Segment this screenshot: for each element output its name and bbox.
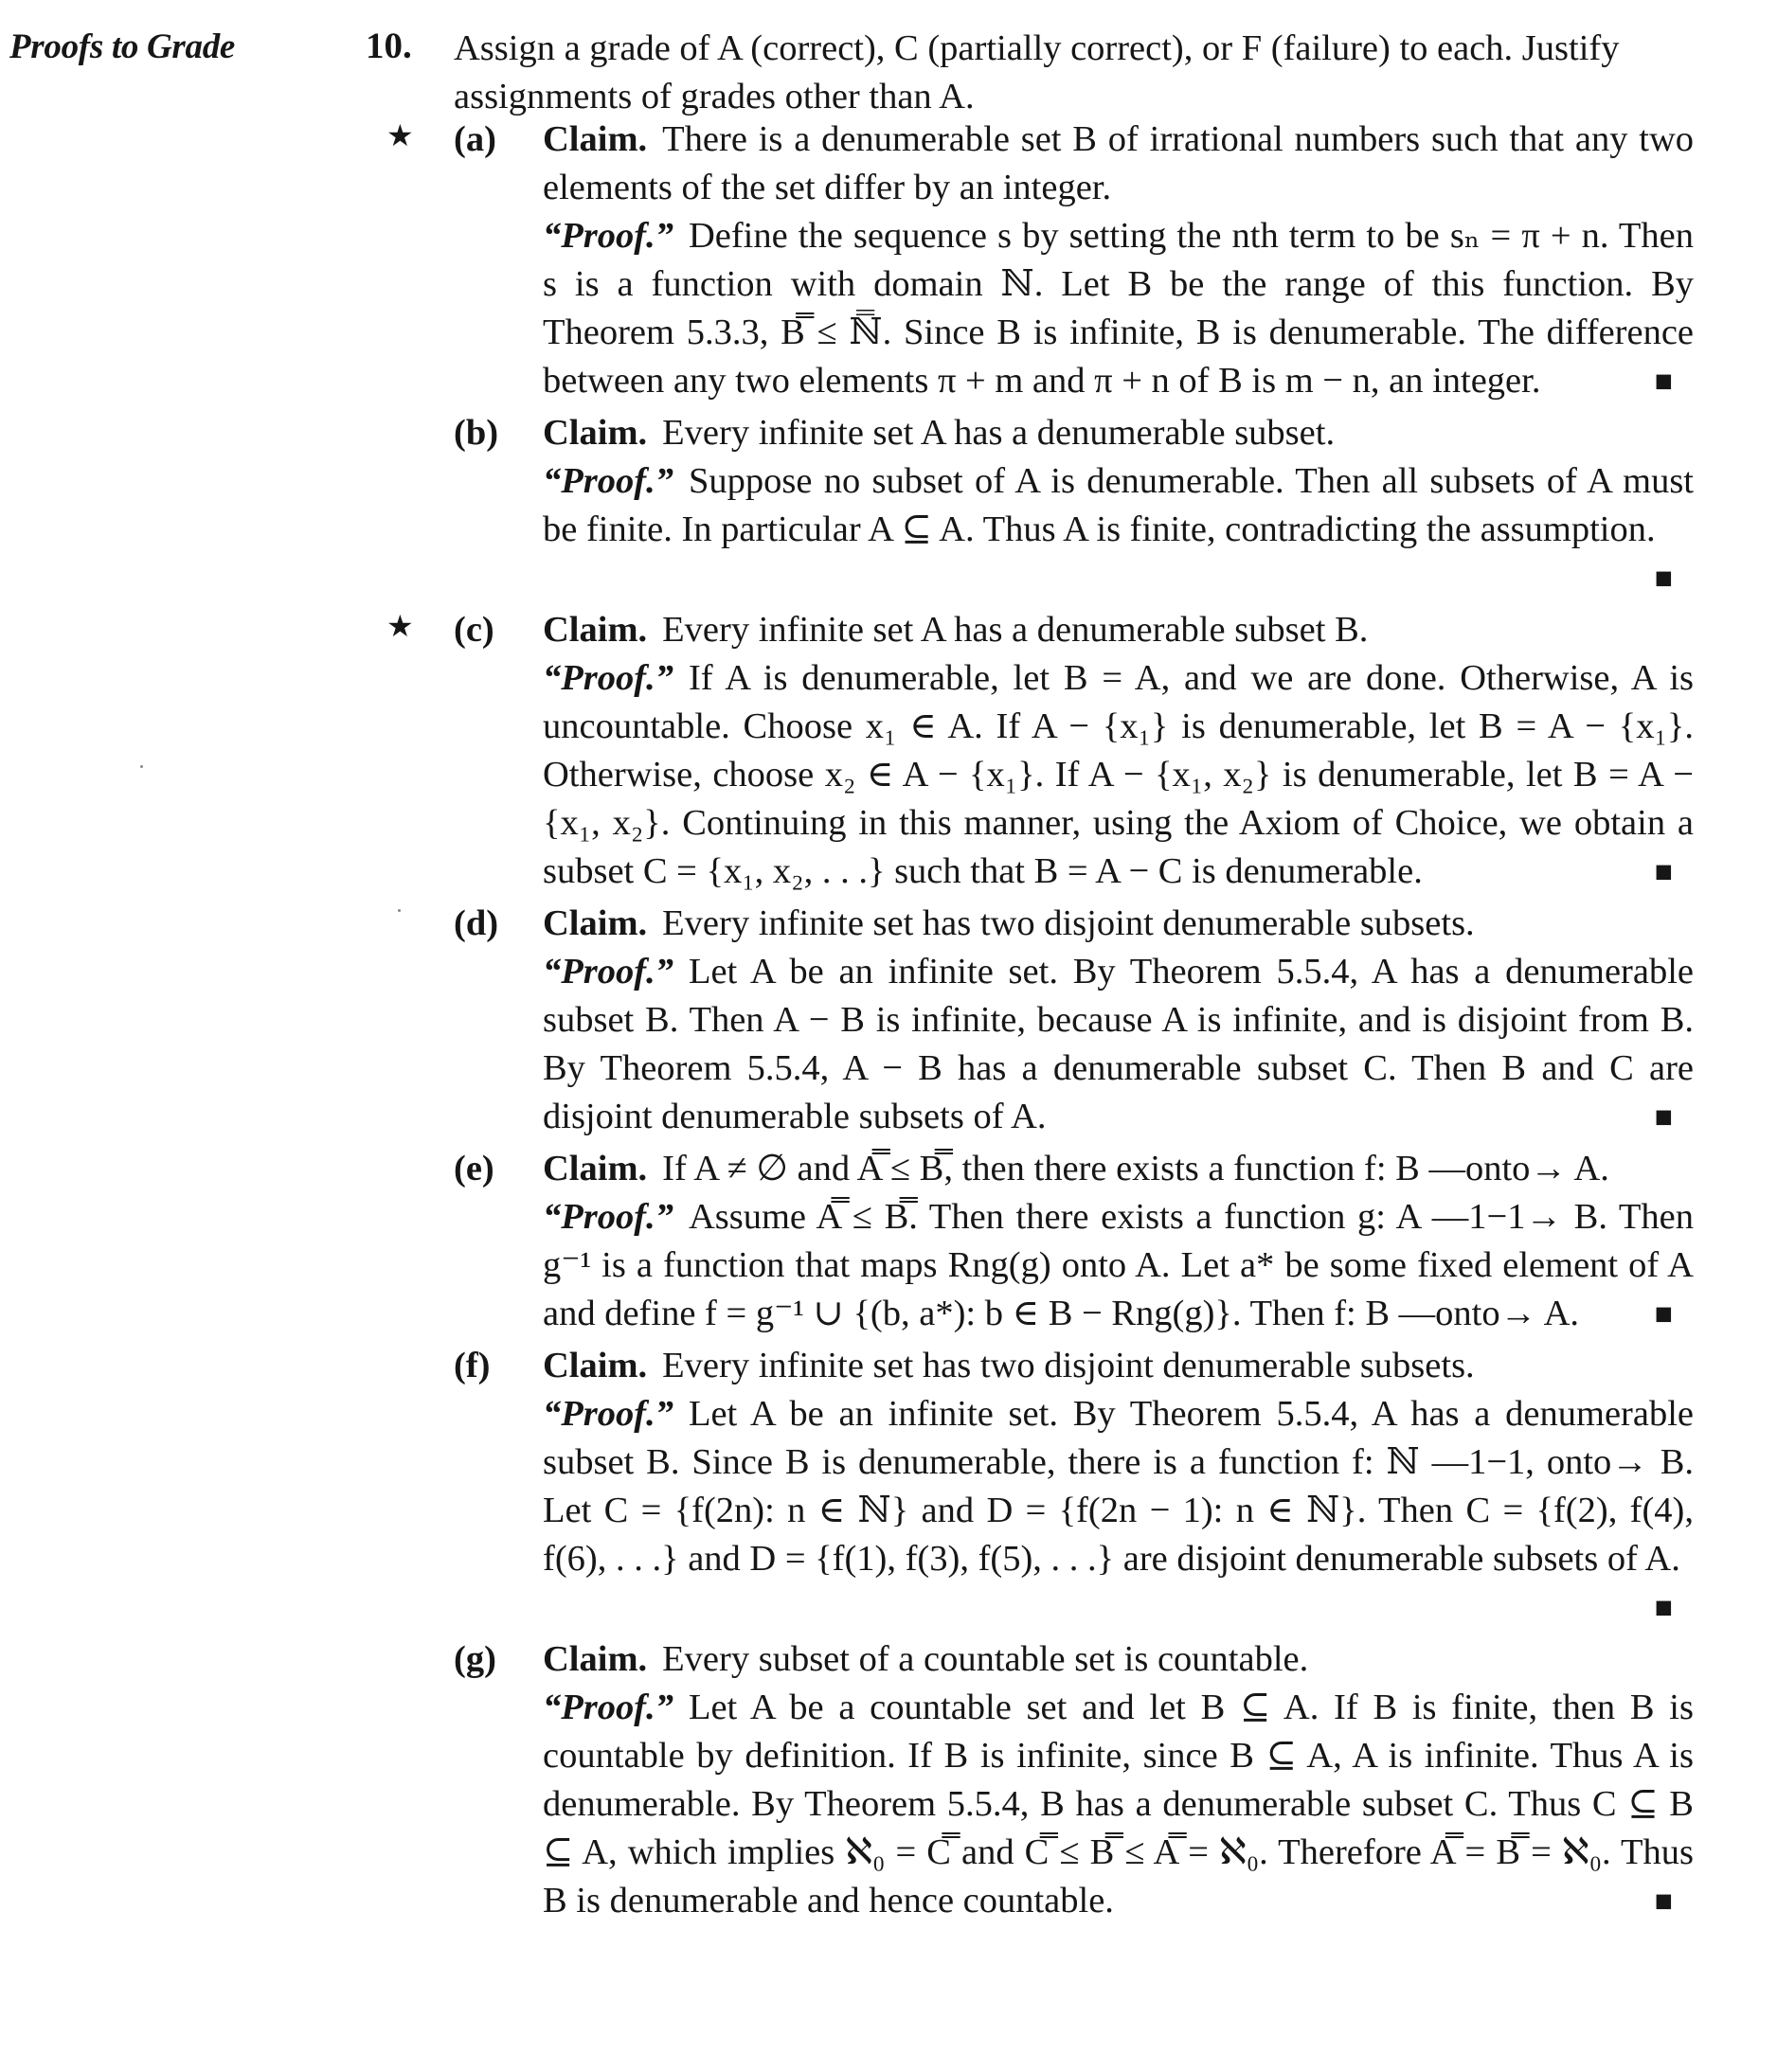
proof-text: Let A be a countable set and let B ⊆ A. If B is finite, then B is countable by definition. If B is infinite, since B ⊆ A, A is infinite. Thus A is denumerable. By Theorem 5.5.4, B has a denumerable subset C. Thus C ⊆ B ⊆ A, which implies ℵ₀ = C̿ and C̿ ≤ B̿ ≤ A̿ = ℵ₀. Therefore A̿ = B̿ = ℵ₀. Thus B is denumerable and hence countable. [543,1688,1694,1920]
part-e [386,1145,1694,1338]
proof-text: Let A be an infinite set. By Theorem 5.5.4, A has a denumerable subset B. Since B is denumerable, there is a function f: ℕ —1−1, onto→ B. Let C = {f(2n): n ∈ ℕ} and D = {f(2n − 1): n ∈ ℕ}. Then C = {f(2), f(4), f(6), . . .} and D = {f(1), f(3), f(5), . . .} are disjoint denumerable subsets of A. [543,1394,1694,1579]
part-a [386,116,1694,405]
claim-label: Claim. [543,1346,648,1385]
part-body [543,900,1694,1141]
part-d [386,900,1694,1141]
part-body [543,1342,1694,1632]
proof-label: “Proof.” [543,658,673,698]
end-of-proof-icon: ■ [1654,1296,1673,1331]
margin-heading: Proofs to Grade [9,27,236,66]
claim-label: Claim. [543,119,648,159]
claim-text: There is a denumerable set B of irrational numbers such that any two elements of the set differ by an integer. [543,119,1694,207]
scan-speck [398,909,401,912]
claim-text: Every subset of a countable set is countable. [662,1639,1309,1679]
end-of-proof-icon: ■ [1654,1884,1673,1918]
end-of-proof-icon: ■ [1654,561,1673,595]
part-body [543,1635,1694,1925]
proof-label: “Proof.” [543,216,673,256]
exercise-number: 10. [366,26,412,66]
part-c [386,606,1694,896]
end-of-proof-icon: ■ [1654,1590,1673,1624]
proof-label: “Proof.” [543,1394,673,1434]
part-letter: (e) [454,1149,494,1188]
claim-text: Every infinite set A has a denumerable subset. [662,413,1336,453]
claim-label: Claim. [543,610,648,650]
part-letter: (g) [454,1639,496,1679]
part-letter: (b) [454,413,499,453]
claim-text: Every infinite set has two disjoint denumerable subsets. [662,903,1475,943]
part-letter: (f) [454,1346,491,1385]
exercise-parts [386,116,1694,1925]
exercise-intro: Assign a grade of A (correct), C (partially correct), or F (failure) to each. Justify assignments of grades other than A. [454,28,1620,116]
end-of-proof-icon: ■ [1654,364,1673,398]
end-of-proof-icon: ■ [1654,1099,1673,1134]
claim-label: Claim. [543,1639,648,1679]
proof-text: Assume A̿ ≤ B̿. Then there exists a function g: A —1−1→ B. Then g⁻¹ is a function that maps Rng(g) onto A. Let a* be some fixed element of A and define f = g⁻¹ ∪ {(b, a*): b ∈ B − Rng(g)}. Then f: B —onto→ A. [543,1197,1694,1333]
claim-text: Every infinite set has two disjoint denumerable subsets. [662,1346,1475,1385]
part-letter: (c) [454,610,494,650]
claim-label: Claim. [543,903,648,943]
part-f [386,1342,1694,1632]
part-b [386,409,1694,602]
proof-text: Define the sequence s by setting the nth term to be sₙ = π + n. Then s is a function with domain ℕ. Let B be the range of this function. By Theorem 5.3.3, B̿ ≤ ℕ̿. Since B is infinite, B is denumerable. The difference between any two elements π + m and π + n of B is m − n, an integer. [543,216,1694,401]
part-letter: (d) [454,903,499,943]
proof-text: Suppose no subset of A is denumerable. Then all subsets of A must be finite. In particular A ⊆ A. Thus A is finite, contradicting the assumption. [543,461,1694,549]
part-body [543,606,1694,896]
part-g [386,1635,1694,1925]
proof-label: “Proof.” [543,461,673,501]
claim-text: Every infinite set A has a denumerable subset B. [662,610,1369,650]
end-of-proof-icon: ■ [1654,854,1673,888]
proof-label: “Proof.” [543,1688,673,1727]
scan-speck [140,765,143,768]
part-letter: (a) [454,119,496,159]
star-icon: ★ [386,609,414,643]
proof-label: “Proof.” [543,952,673,991]
part-body [543,1145,1694,1338]
part-body [543,116,1694,405]
proof-text: Let A be an infinite set. By Theorem 5.5.4, A has a denumerable subset B. Then A − B is infinite, because A is infinite, and is disjoint from B. By Theorem 5.5.4, A − B has a denumerable subset C. Then B and C are disjoint denumerable subsets of A. [543,952,1694,1136]
part-body [543,409,1694,602]
star-icon: ★ [386,118,414,152]
claim-text: If A ≠ ∅ and A̿ ≤ B̿, then there exists a function f: B —onto→ A. [662,1149,1609,1188]
proof-label: “Proof.” [543,1197,673,1237]
claim-label: Claim. [543,1149,648,1188]
claim-label: Claim. [543,413,648,453]
proof-text: If A is denumerable, let B = A, and we are done. Otherwise, A is uncountable. Choose x₁ ∈ A. If A − {x₁} is denumerable, let B = A − {x₁}. Otherwise, choose x₂ ∈ A − {x₁}. If A − {x₁, x₂} is denumerable, let B = A − {x₁, x₂}. Continuing in this manner, using the Axiom of Choice, we obtain a subset C = {x₁, x₂, . . .} such that B = A − C is denumerable. [543,658,1694,891]
